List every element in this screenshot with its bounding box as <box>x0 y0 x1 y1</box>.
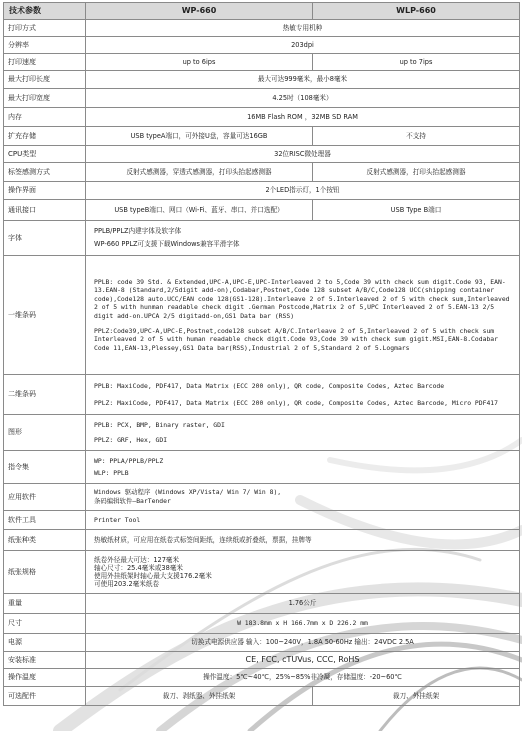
media-spec-line: 可使用203.2毫米纸卷 <box>94 580 160 589</box>
row-label: 纸张种类 <box>4 530 86 551</box>
row-sensor <box>4 163 520 182</box>
row-label: 一维条码 <box>4 256 86 375</box>
row-label: 安装标准 <box>4 652 86 669</box>
row-value-wlp660: up to 7ips <box>313 54 520 71</box>
row-memory <box>4 108 520 127</box>
row-label: 内存 <box>4 108 86 127</box>
row-power <box>4 634 520 652</box>
software-line-2: 条码编辑软件—BarTender <box>94 497 171 505</box>
row-value-wlp660: 不支持 <box>313 127 520 146</box>
row-label: 标签感测方式 <box>4 163 86 182</box>
row-label: 分辨率 <box>4 37 86 54</box>
row-interface <box>4 200 520 221</box>
row-value <box>86 484 520 511</box>
row-label: 打印方式 <box>4 20 86 37</box>
row-label: 操作温度 <box>4 669 86 687</box>
row-commands <box>4 451 520 484</box>
header-param: 技术参数 <box>4 3 86 20</box>
row-label: 最大打印宽度 <box>4 89 86 108</box>
row-label: 指令集 <box>4 451 86 484</box>
row-software <box>4 484 520 511</box>
row-value <box>86 375 520 415</box>
row-label: 通讯接口 <box>4 200 86 221</box>
fonts-line-2: WP-660 PPLZ可支援下载Windows兼容平滑字体 <box>94 240 240 248</box>
row-value-wp660: 反射式感测器，穿透式感测器，打印头抬起感测器 <box>86 163 313 182</box>
row-options <box>4 687 520 706</box>
commands-line-2: WLP: PPLB <box>94 468 129 477</box>
row-label: 图形 <box>4 415 86 451</box>
media-spec-line: 纸卷外径最大可达：127毫米 <box>94 555 180 564</box>
row-label: 重量 <box>4 594 86 614</box>
row-resolution <box>4 37 520 54</box>
row-value-wp660: 裁刀、剥纸器、外挂纸架 <box>86 687 313 706</box>
row-barcode-1d <box>4 256 520 375</box>
row-value: 32位RISC微处理器 <box>86 146 520 163</box>
row-value: 16MB Flash ROM ，32MB SD RAM <box>86 108 520 127</box>
row-value: 操作温度：5℃~40℃，25%~85%非冷凝，存储温度：-20~60℃ <box>86 669 520 687</box>
software-line-1: Windows 驱动程序 (Windows XP/Vista/ Win 7/ Win 8), <box>94 488 282 497</box>
row-value <box>86 221 520 256</box>
row-value <box>86 256 520 375</box>
row-value: 最大可达999毫米，最小8毫米 <box>86 71 520 89</box>
row-label: 扩充存储 <box>4 127 86 146</box>
row-value: 1.76公斤 <box>86 594 520 614</box>
row-graphics <box>4 415 520 451</box>
row-media-spec <box>4 551 520 594</box>
row-value-wlp660: 反射式感测器，打印头抬起感测器 <box>313 163 520 182</box>
header-model-wlp660: WLP-660 <box>313 3 520 20</box>
row-value: 2个LED指示灯，1个按钮 <box>86 182 520 200</box>
row-storage <box>4 127 520 146</box>
row-value-wp660: up to 6ips <box>86 54 313 71</box>
row-value: 切换式电源供应器 输入：100~240V，1.8A 50-60Hz 输出：24VDC 2.5A <box>86 634 520 652</box>
row-label: 软件工具 <box>4 511 86 530</box>
row-tools <box>4 511 520 530</box>
row-label: 尺寸 <box>4 614 86 634</box>
row-label: 可选配件 <box>4 687 86 706</box>
row-temperature <box>4 669 520 687</box>
barcode-2d-pplz: PPLZ: MaxiCode, PDF417, Data Matrix (ECC 200 only), QR code, Composite Codes, Aztec Barcode, Micro PDF417 <box>94 398 498 407</box>
row-value-wlp660: 裁刀、外挂纸架 <box>313 687 520 706</box>
row-value: 203dpi <box>86 37 520 54</box>
media-spec-line: 使用外挂纸架时轴心最大支援176.2毫米 <box>94 572 212 580</box>
row-speed <box>4 54 520 71</box>
row-value: 4.25吋（108毫米） <box>86 89 520 108</box>
row-value-wp660: USB typeB端口、网口（Wi-Fi、蓝牙、串口、并口选配） <box>86 200 313 221</box>
row-label: 字体 <box>4 221 86 256</box>
barcode-1d-pplz: PPLZ:Code39,UPC-A,UPC-E,Postnet,code128 subset A/B/C.Interleave 2 of 5,Interleaved 2 of 5 with check sum Interleaved 2 of 5 with human readable check digit.Code 93,Code 39 with check sum gigit.MSI,EAN-8.Codabar Code 11,EAN-13,Plessey,GS1 Data bar(RSS),Industrial 2 of 5,Standard 2 of 5.Logmars <box>94 326 498 352</box>
fonts-line-1: PPLB/PPLZ内建字体及软字体 <box>94 227 182 236</box>
row-label: 纸张规格 <box>4 551 86 594</box>
row-label: 二维条码 <box>4 375 86 415</box>
media-spec-line: 轴心尺寸：25.4毫米或38毫米 <box>94 563 184 572</box>
graphics-pplz: PPLZ: GRF, Hex, GDI <box>94 435 168 444</box>
row-value <box>86 415 520 451</box>
row-safety <box>4 652 520 669</box>
row-value: W 183.8mm x H 166.7mm x D 226.2 mm <box>86 614 520 634</box>
commands-line-1: WP: PPLA/PPLB/PPLZ <box>94 456 164 465</box>
barcode-2d-pplb: PPLB: MaxiCode, PDF417, Data Matrix (ECC 200 only), QR code, Composite Codes, Aztec Barcode <box>94 381 445 390</box>
header-model-wp660: WP-660 <box>86 3 313 20</box>
row-value: 热敏纸材质，可应用在纸卷式标签间距纸，连续纸或折叠纸，票据，挂牌等 <box>86 530 520 551</box>
row-label: 最大打印长度 <box>4 71 86 89</box>
row-value <box>86 451 520 484</box>
row-value-wlp660: USB Type B端口 <box>313 200 520 221</box>
row-print-mode <box>4 20 520 37</box>
row-panel <box>4 182 520 200</box>
row-value-wp660: USB typeA端口，可外接U盘，容量可达16GB <box>86 127 313 146</box>
row-barcode-2d <box>4 375 520 415</box>
row-label: CPU类型 <box>4 146 86 163</box>
row-weight <box>4 594 520 614</box>
row-dimensions <box>4 614 520 634</box>
row-cpu <box>4 146 520 163</box>
row-label: 操作界面 <box>4 182 86 200</box>
row-value: CE, FCC, cTUVus, CCC, RoHS <box>86 652 520 669</box>
row-max-width <box>4 89 520 108</box>
row-media-type <box>4 530 520 551</box>
row-fonts <box>4 221 520 256</box>
spec-table <box>3 2 520 706</box>
graphics-pplb: PPLB: PCX, BMP, Binary raster, GDI <box>94 420 225 429</box>
row-value <box>86 551 520 594</box>
row-label: 打印速度 <box>4 54 86 71</box>
row-label: 应用软件 <box>4 484 86 511</box>
row-value: Printer Tool <box>86 511 520 530</box>
row-label: 电源 <box>4 634 86 652</box>
row-max-length <box>4 71 520 89</box>
barcode-1d-pplb: PPLB: code 39 Std. & Extended,UPC-A,UPC-E,UPC-Interleaved 2 to 5,Code 39 with check sum digit.Code 93, EAN-13.EAN-8 (Standard,2/5digit add-on),Codabar,Postnet,Code 128 subset A/B/C,Code128 UCC(shipping container code),Code128 auto.UCC/EAN code 128(GS1-128).Interleave 2 of 5.Interleaved 2 of 5 with check sum,Interleaved 2 of 5 with hunman readable check digit .German Postcode,Matrix 2 of 5,UPC Interleaved 2 of 5.EAN-13 2/5 digit add-on.UPCA 2/5 digitadd-on,GS1 Data bar (RSS) <box>94 277 510 320</box>
header-row <box>4 3 520 20</box>
row-value: 热敏专用机种 <box>86 20 520 37</box>
